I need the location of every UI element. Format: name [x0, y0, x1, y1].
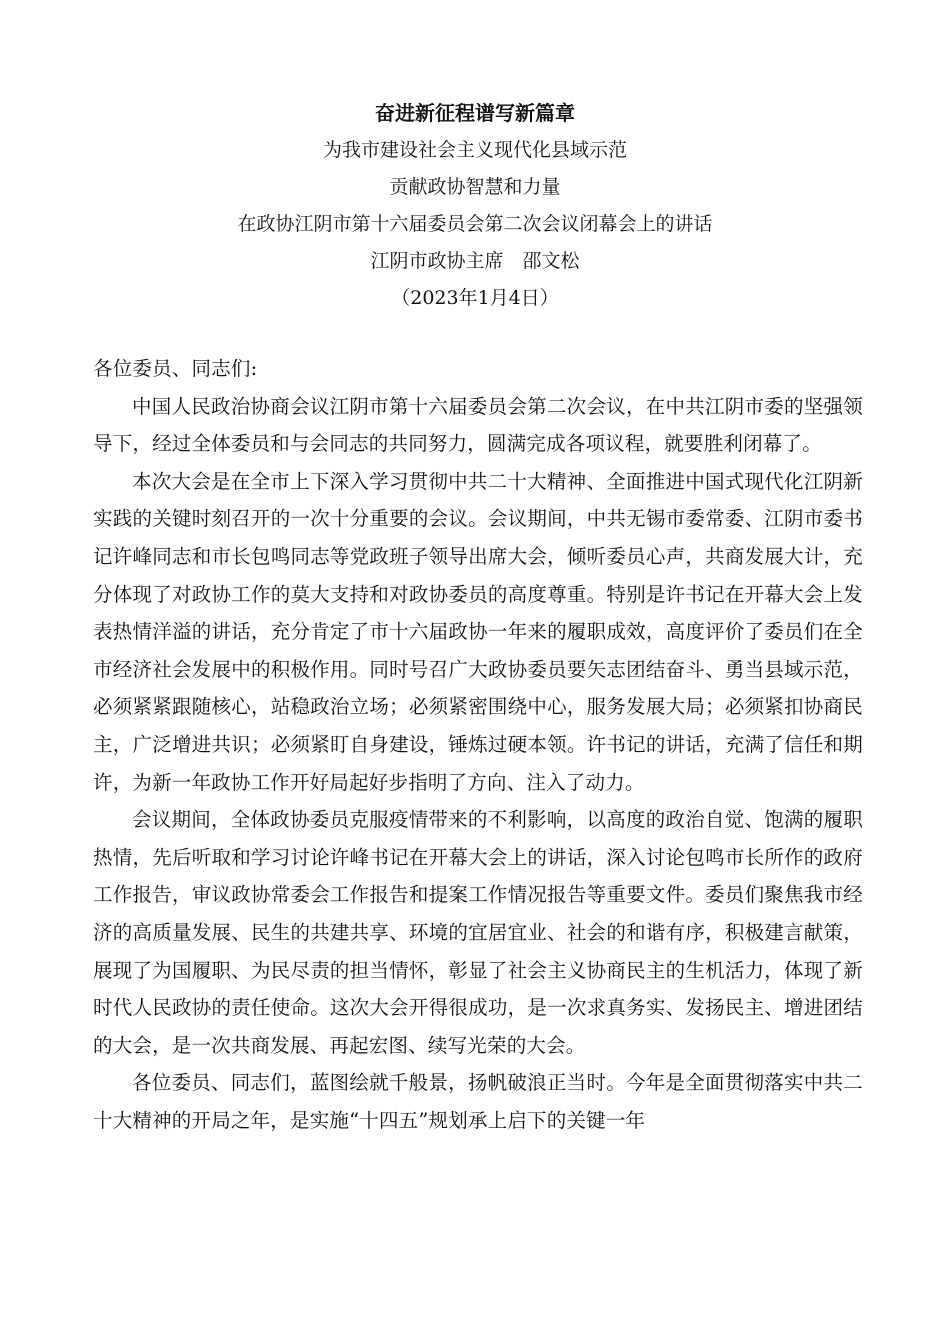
paragraph-1: 中国人民政治协商会议江阴市第十六届委员会第二次会议，在中共江阴市委的坚强领导下，经过全体委员和与会同志的共同努力，圆满完成各项议程，就要胜利闭幕了。	[93, 394, 863, 456]
speech-body	[93, 350, 863, 1139]
salutation: 各位委员、同志们:	[93, 357, 258, 380]
subtitle-line-1: 为我市建设社会主义现代化县域示范	[322, 139, 627, 161]
subtitle-line-2: 贡献政协智慧和力量	[389, 176, 561, 198]
paragraph-3: 会议期间，全体政协委员克服疫情带来的不利影响，以高度的政治自觉、饱满的履职热情，先后听取和学习讨论许峰书记在开幕大会上的讲话，深入讨论包鸣市长所作的政府工作报告，审议政协常委会工作报告和提案工作情况报告等重要文件。委员们聚焦我市经济的高质量发展、民生的共建共享、环境的宜居宜业、社会的和谐有序，积极建言献策，展现了为国履职、为民尽责的担当情怀，彰显了社会主义协商民主的生机活力，体现了新时代人民政协的责任使命。这次大会开得很成功，是一次求真务实、发扬民主、增进团结的大会，是一次共商发展、再起宏图、续写光荣的大会。	[93, 808, 863, 1057]
speaker-line: 江阴市政协主席 邵文松	[370, 250, 580, 272]
document-header	[0, 95, 950, 317]
document-title: 奋进新征程谱写新篇章	[375, 101, 575, 125]
paragraph-2: 本次大会是在全市上下深入学习贯彻中共二十大精神、全面推进中国式现代化江阴新实践的关键时刻召开的一次十分重要的会议。会议期间，中共无锡市委常委、江阴市委书记许峰同志和市长包鸣同志等党政班子领导出席大会，倾听委员心声，共商发展大计，充分体现了对政协工作的莫大支持和对政协委员的高度尊重。特别是许书记在开幕大会上发表热情洋溢的讲话，充分肯定了市十六届政协一年来的履职成效，高度评价了委员们在全市经济社会发展中的积极作用。同时号召广大政协委员要矢志团结奋斗、勇当县域示范，必须紧紧跟随核心，站稳政治立场；必须紧密围绕中心，服务发展大局；必须紧扣协商民主，广泛增进共识；必须紧盯自身建设，锤炼过硬本领。许书记的讲话，充满了信任和期许，为新一年政协工作开好局起好步指明了方向、注入了动力。	[93, 469, 863, 794]
speech-occasion: 在政协江阴市第十六届委员会第二次会议闭幕会上的讲话	[237, 213, 713, 235]
paragraph-4: 各位委员、同志们，蓝图绘就千般景，扬帆破浪正当时。今年是全面贯彻落实中共二十大精神的开局之年，是实施“十四五”规划承上启下的关键一年	[93, 1071, 863, 1132]
speech-date: （2023年1月4日）	[391, 287, 559, 309]
